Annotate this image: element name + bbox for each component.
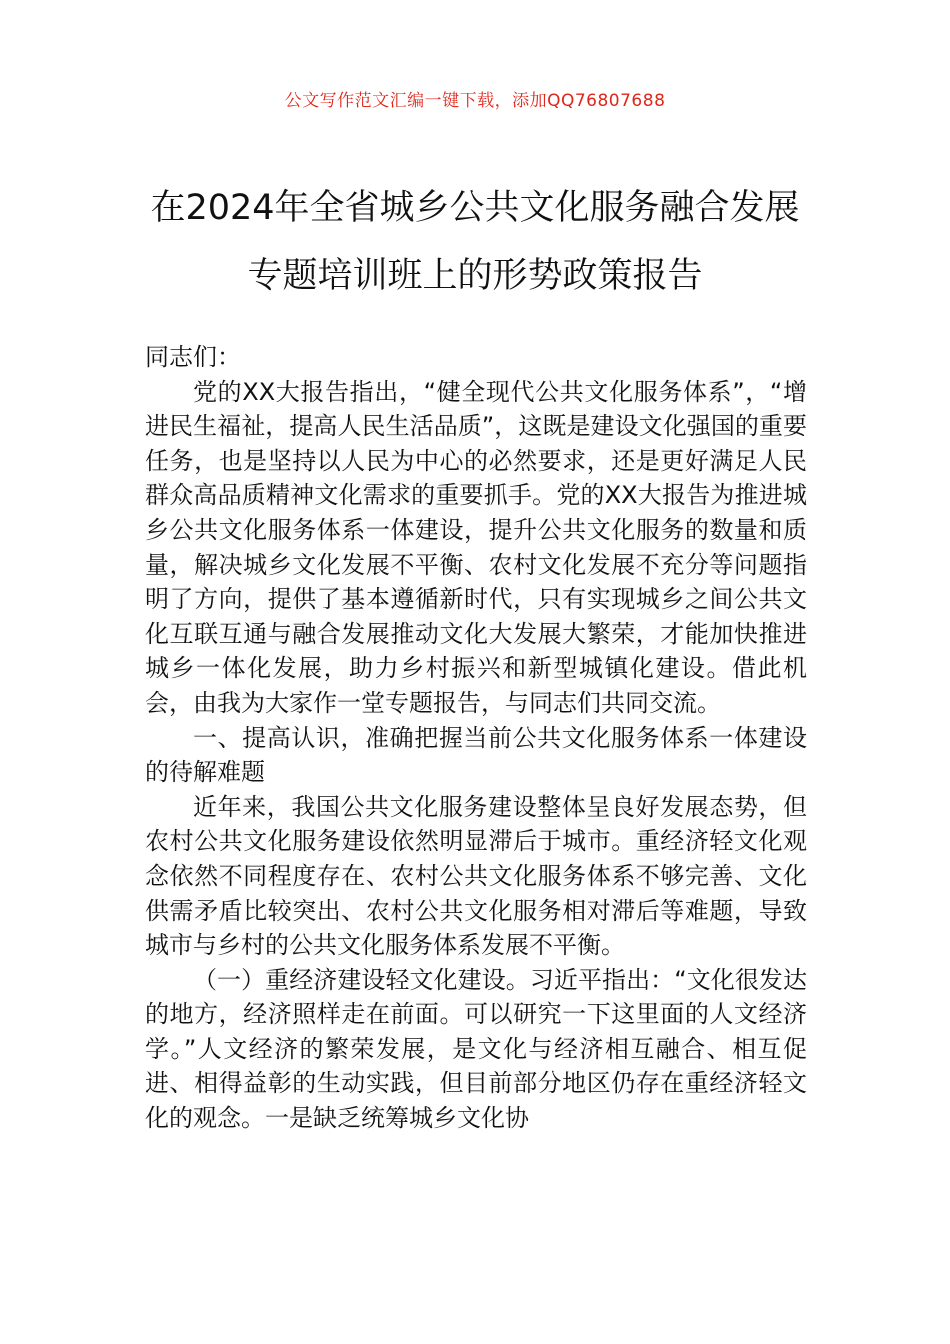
- paragraph-intro: 党的XX大报告指出，“健全现代公共文化服务体系”，“增进民生福祉，提高人民生活品质”，这既是建设文化强国的重要任务，也是坚持以人民为中心的必然要求，还是更好满足人民群众高品质精神文化需求的重要抓手。党的XX大报告为推进城乡公共文化服务体系一体建设，提升公共文化服务的数量和质量，解决城乡文化发展不平衡、农村文化发展不充分等问题指明了方向，提供了基本遵循新时代，只有实现城乡之间公共文化互联互通与融合发展推动文化大发展大繁荣，才能加快推进城乡一体化发展，助力乡村振兴和新型城镇化建设。借此机会，由我为大家作一堂专题报告，与同志们共同交流。: [145, 377, 807, 717]
- document-body: [145, 340, 807, 1136]
- document-title-line-2: 专题培训班上的形势政策报告: [247, 256, 703, 296]
- paragraph-overview: 近年来，我国公共文化服务建设整体呈良好发展态势，但农村公共文化服务建设依然明显滞后于城市。重经济轻文化观念依然不同程度存在、农村公共文化服务体系不够完善、文化供需矛盾比较突出、农村公共文化服务相对滞后等难题，导致城市与乡村的公共文化服务体系发展不平衡。: [145, 792, 807, 960]
- salutation: 同志们：: [145, 343, 241, 371]
- document-title-line-1: 在2024年全省城乡公共文化服务融合发展: [150, 188, 800, 228]
- paragraph-subsection-1: （一）重经济建设轻文化建设。习近平指出：“文化很发达的地方，经济照样走在前面。可以研究一下这里面的人文经济学。”人文经济的繁荣发展，是文化与经济相互融合、相互促进、相得益彰的生动实践，但目前部分地区仍存在重经济轻文化的观念。一是缺乏统筹城乡文化协: [145, 965, 807, 1133]
- download-banner: 公文写作范文汇编一键下载，添加QQ76807688: [284, 91, 666, 111]
- section-heading-1: 一、提高认识，准确把握当前公共文化服务体系一体建设的待解难题: [145, 723, 807, 787]
